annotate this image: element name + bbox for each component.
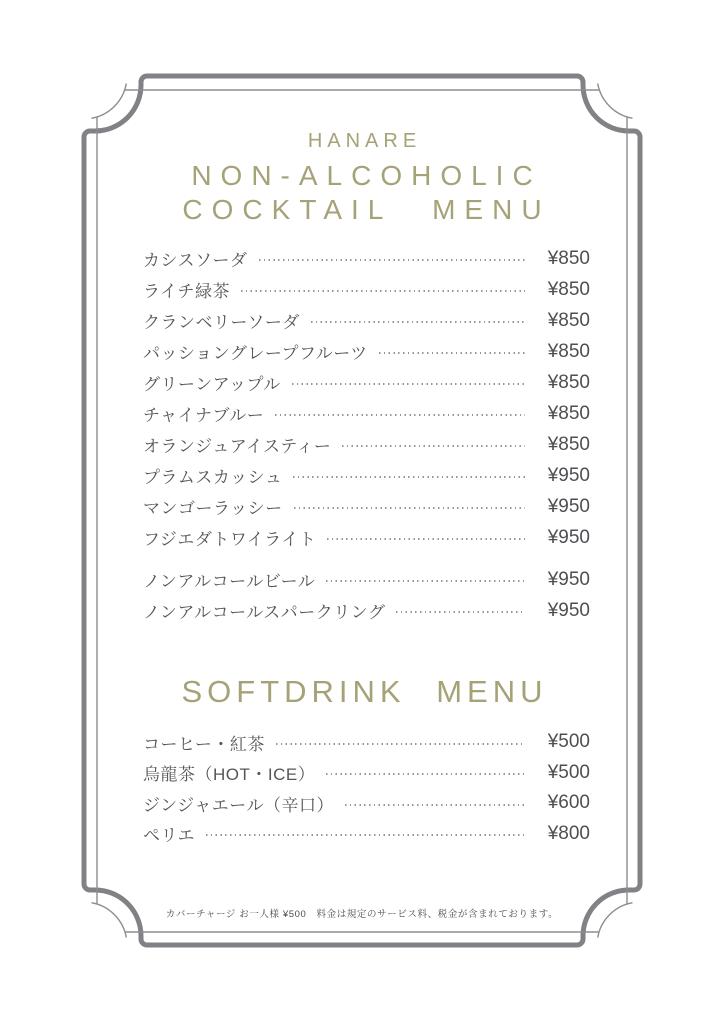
menu-item-row (143, 727, 590, 758)
cocktail-menu-list (143, 243, 590, 626)
menu-item-price: ¥950 (547, 599, 590, 621)
menu-item-name: コーヒー・紅茶 (143, 734, 265, 754)
menu-item-name: カシスソーダ (143, 251, 248, 270)
menu-item-row (143, 429, 590, 460)
menu-item-name: ペリエ (143, 826, 196, 846)
menu-item-name: ノンアルコールスパークリング (143, 603, 386, 622)
menu-item-row (143, 595, 590, 626)
menu-item-row (143, 274, 590, 305)
dotted-leader (327, 538, 525, 540)
menu-item-price: ¥950 (547, 464, 590, 486)
menu-item-price: ¥850 (547, 278, 590, 300)
menu-item-row (143, 305, 590, 336)
menu-item-name: チャイナブルー (143, 406, 265, 425)
menu-item-price: ¥850 (547, 371, 590, 393)
dotted-leader (294, 507, 525, 509)
menu-item-name: ジンジャエール（辛口） (143, 795, 334, 815)
menu-item-name: 烏龍茶（HOT・ICE） (143, 765, 316, 785)
menu-title-line1: NON-ALCOHOLIC (191, 160, 542, 191)
dotted-leader (241, 290, 525, 292)
menu-item-price: ¥950 (547, 568, 590, 590)
menu-item-name: グリーンアップル (143, 375, 281, 394)
menu-item-price: ¥800 (547, 822, 590, 844)
cover-charge-note: カバーチャージ お一人様 ¥500 料金は規定のサービス料、税金が含まれております。 (165, 909, 559, 920)
menu-item-name: ノンアルコールビール (143, 572, 316, 591)
menu-item-row (143, 398, 590, 429)
dotted-leader (379, 352, 525, 354)
softdrink-menu-title: SOFTDRINK MENU (181, 674, 548, 709)
menu-item-price: ¥600 (547, 792, 590, 814)
menu-item-row (143, 758, 590, 789)
menu-item-row (143, 491, 590, 522)
dotted-leader (311, 321, 525, 323)
menu-item-name: フジエダトワイライト (143, 530, 317, 549)
menu-item-row (143, 788, 590, 819)
softdrink-menu-list (143, 727, 590, 849)
dotted-leader (206, 834, 525, 836)
menu-item-row (143, 522, 590, 553)
dotted-leader (276, 743, 525, 745)
menu-item-row (143, 336, 590, 367)
menu-item-row (143, 243, 590, 274)
menu-item-price: ¥850 (547, 309, 590, 331)
menu-item-price: ¥500 (547, 731, 590, 753)
dotted-leader (292, 383, 525, 385)
menu-item-name: パッショングレープフルーツ (143, 344, 368, 363)
menu-item-price: ¥850 (547, 433, 590, 455)
menu-item-name: ライチ緑茶 (143, 282, 230, 301)
menu-item-price: ¥850 (547, 247, 590, 269)
menu-item-price: ¥850 (547, 402, 590, 424)
dotted-leader (396, 611, 525, 613)
menu-item-row (143, 819, 590, 850)
menu-item-name: マンゴーラッシー (143, 499, 283, 518)
menu-item-row (143, 460, 590, 491)
dotted-leader (345, 804, 525, 806)
menu-item-name: クランベリーソーダ (143, 313, 300, 332)
brand-title: HANARE (307, 130, 422, 152)
group-spacer (143, 553, 590, 564)
menu-item-price: ¥850 (547, 340, 590, 362)
menu-item-name: オランジュアイスティー (143, 437, 332, 456)
dotted-leader (293, 476, 525, 478)
menu-item-price: ¥500 (547, 761, 590, 783)
dotted-leader (342, 445, 525, 447)
dotted-leader (275, 414, 525, 416)
menu-title-line2: COCKTAIL MENU (182, 194, 551, 225)
menu-item-row (143, 564, 590, 595)
dotted-leader (326, 580, 525, 582)
dotted-leader (326, 773, 525, 775)
dotted-leader (259, 259, 526, 261)
menu-item-row (143, 367, 590, 398)
menu-item-price: ¥950 (547, 495, 590, 517)
menu-item-name: プラムスカッシュ (143, 468, 283, 487)
menu-item-price: ¥950 (547, 526, 590, 548)
